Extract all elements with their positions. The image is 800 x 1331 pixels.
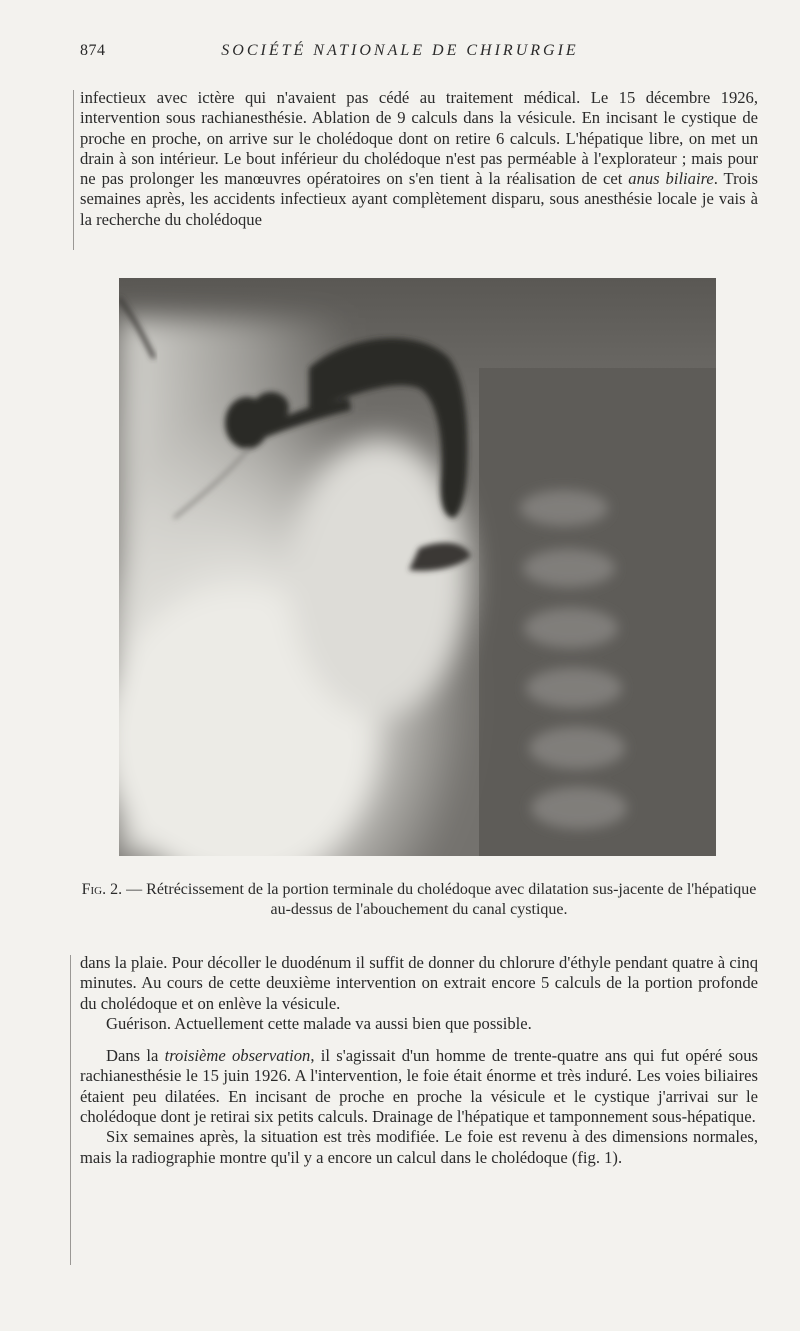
text-span: Dans la [106, 1046, 165, 1066]
radiograph-figure [119, 278, 716, 856]
italic-term: troisième observation [164, 1046, 311, 1066]
figure-caption-text: — Rétrécissement de la portion terminale du cholédoque avec dilatation sus-jacente de l'hépatique au-dessus de l'abouchement du canal cystique. [122, 881, 757, 918]
body-text-bottom [80, 953, 758, 1168]
text-span: , il s'agissait d'un homme de trente-quatre ans qui fut opéré sous rachianesthésie le 15 juin 1926. A l'intervention, le foie était énorme et très induré. Les voies biliaires étaient peu dilatées. En incisant de proche en proche la vésicule et le cystique j'arrivai sur le cholédoque dont je retirai six petits calculs. Drainage de l'hépatique et tamponnement sous-hépatique. [80, 1046, 758, 1127]
paragraph [80, 1046, 758, 1127]
body-text-top [80, 88, 758, 230]
text-span: infectieux avec ictère qui n'avaient pas cédé au traitement médical. Le 15 décembre 1926, intervention sous rachianesthésie. Ablation de 9 calculs dans la vésicule. En incisant le cystique de proche en proche, on arrive sur le cholédoque dont on retire 6 calculs. L'hépatique libre, on met un drain à son intérieur. Le bout inférieur du cholédoque n'est pas perméable à l'explorateur ; mais pour ne pas prolonger les manœuvres opératoires on s'en tient à la réalisation de cet [80, 88, 758, 189]
margin-mark [73, 90, 74, 250]
paragraph: Guérison. Actuellement cette malade va aussi bien que possible. [106, 1013, 532, 1033]
running-title: SOCIÉTÉ NATIONALE DE CHIRURGIE [221, 42, 579, 59]
paragraph [80, 88, 758, 230]
figure-caption [80, 880, 758, 920]
page-header [0, 40, 800, 70]
paragraph: Six semaines après, la situation est très modifiée. Le foie est revenu à des dimensions normales, mais la radiographie montre qu'il y a encore un calcul dans le cholédoque (fig. 1). [80, 1127, 758, 1167]
margin-mark [70, 955, 71, 1265]
figure-label: Fig. 2. [81, 881, 123, 898]
text-span: . Trois semaines après, les accidents infectieux ayant complètement disparu, sous anesthésie locale je vais à la recherche du cholédoque [80, 169, 758, 229]
italic-term: anus biliaire [628, 169, 714, 189]
page-number: 874 [80, 42, 106, 59]
radiograph-image [119, 278, 716, 856]
paragraph: dans la plaie. Pour décoller le duodénum il suffit de donner du chlorure d'éthyle pendant quatre à cinq minutes. Au cours de cette deuxième intervention on extrait encore 5 calculs de la portion profonde du cholédoque et on enlève la vésicule. [80, 953, 758, 1013]
